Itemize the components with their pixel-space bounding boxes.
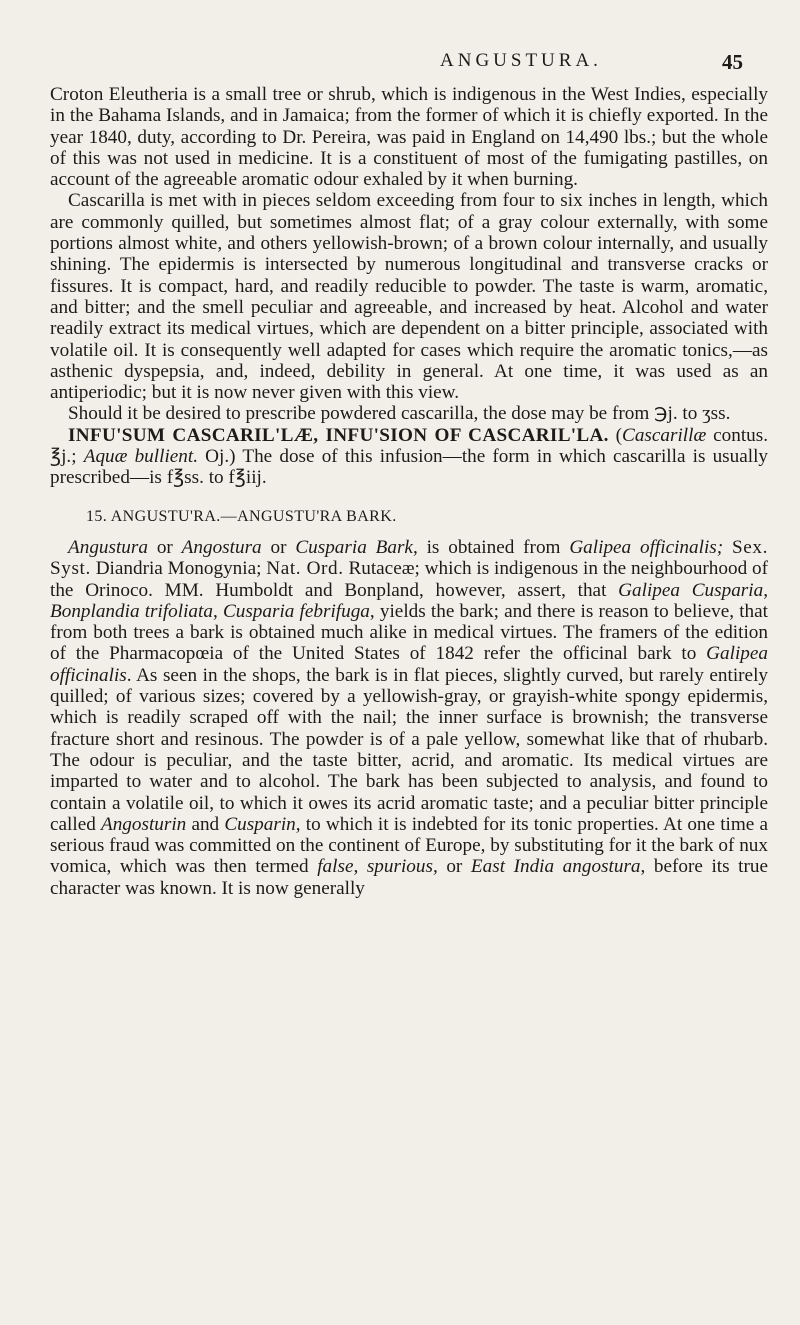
paragraph-cascarilla-dose: Should it be desired to prescribe powdered cascarilla, the dose may be from ℈j. to ʒss. [68, 403, 731, 425]
running-title: ANGUSTURA. [440, 50, 602, 71]
text-run: Diandria Monogynia; [90, 558, 267, 580]
term: Bonplandia trifoliata [50, 600, 213, 622]
text-run: , yields the bark; and there is reason to believe, that from both trees a bark is obtained much alike in medical virtues. The framers of the edition of the Pharmacopœia of the United States of 1842 refer the officinal bark to [50, 600, 768, 665]
term: Galipea Cusparia [618, 579, 764, 601]
paragraph-infusion [50, 425, 768, 489]
text-run: or [261, 536, 296, 558]
paragraph-angustura [50, 537, 768, 899]
text-run: . As seen in the shops, the bark is in flat pieces, slightly curved, but rarely entirely quilled; of various sizes; covered by a yellowish-gray, or grayish-white spongy epidermis, which is readily scraped off with the nail; the inner surface is brownish; the transverse fracture short and resinous. The powder is of a pale yellow, somewhat like that of rhubarb. The odour is peculiar, and the taste bitter, acrid, and aromatic. Its medical virtues are imparted to water and to alcohol. The bark has been subjected to analysis, and found to contain a volatile oil, to which it owes its acrid aromatic taste; and a peculiar bitter principle called [50, 664, 768, 835]
text-run: , before its true character was known. It is now generally [50, 856, 769, 899]
infusion-dose-text: Oj.) The dose of this infusion—the form in which cascarilla is usually prescribed—is f℥ss. to f℥iij. [50, 446, 769, 489]
text-run: , to which it is indebted for its tonic properties. At one time a serious fraud was committed on the continent of Europe, by substituting for it the bark of nux vomica, which was then termed [50, 813, 768, 878]
term: false, spurious, [317, 856, 438, 878]
infusion-title: INFU'SUM CASCARIL'LÆ, INFU'SION OF CASCARIL'LA. [68, 424, 609, 446]
infusion-recipe-text: contus. ℥j.; [50, 424, 769, 468]
text-run: and [186, 813, 225, 835]
text-run [723, 537, 732, 558]
term: Cusparia febrifuga [222, 600, 370, 622]
term: Galipea officinalis; [569, 536, 724, 558]
term: Angostura [181, 536, 262, 558]
text-run: or [437, 856, 471, 878]
paragraph-croton-eleutheria: Croton Eleutheria is a small tree or shrub, which is indigenous in the West Indies, especially in the Bahama Islands, and in Jamaica; from the former of which it is chiefly exported. In the year 1840, duty, according to Dr. Pereira, was paid in England on 14,490 lbs.; but the whole of this was not used in medicine. It is a constituent of most of the fumigating pastilles, on account of the agreeable aromatic odour exhaled by it when burning. [50, 84, 768, 191]
page-number: 45 [722, 50, 743, 74]
body-text [50, 84, 768, 899]
infusion-ingredient-cascarilla: Cascarillæ [622, 424, 707, 446]
term: East India angostura [470, 856, 641, 878]
term: Angustura [68, 536, 148, 558]
section-heading: 15. ANGUSTU'RA.—ANGUSTU'RA BARK. [86, 507, 397, 525]
term: Cusparin [224, 813, 296, 835]
text-run: , [212, 600, 223, 622]
infusion-recipe-open: ( [608, 424, 623, 446]
infusion-ingredient-water: Aquæ bullient. [83, 446, 199, 468]
running-head [0, 50, 800, 76]
term: Galipea officinalis [50, 643, 768, 686]
label-sex-syst: Sex. Syst. [50, 536, 768, 580]
text-run: , [763, 579, 768, 601]
paragraph-cascarilla-description: Cascarilla is met with in pieces seldom exceeding from four to six inches in length, which are commonly quilled, but sometimes almost flat; of a gray colour externally, with some portions almost white, and others yellowish-brown; of a brown colour internally, and usually shining. The epidermis is intersected by numerous longitudinal and transverse cracks or fissures. It is compact, hard, and readily reducible to powder. The taste is warm, aromatic, and bitter; and the smell peculiar and agreeable, and increased by heat. Alcohol and water readily extract its medical virtues, which are dependent on a bitter principle, associated with volatile oil. It is consequently well adapted for cases which require the aromatic tonics,—as asthenic dyspepsia, and, indeed, debility in general. At one time, it was used as an antiperiodic; but it is now never given with this view. [50, 190, 768, 404]
term: Cusparia Bark [295, 536, 413, 558]
text-run: or [147, 536, 182, 558]
label-nat-ord: Nat. Ord. [266, 558, 344, 580]
term: Angosturin [100, 813, 187, 835]
text-run: , is obtained from [412, 536, 570, 558]
text-run: Rutaceæ; which is indigenous in the neighbourhood of the Orinoco. MM. Humboldt and Bonpland, however, assert, that [50, 558, 768, 601]
